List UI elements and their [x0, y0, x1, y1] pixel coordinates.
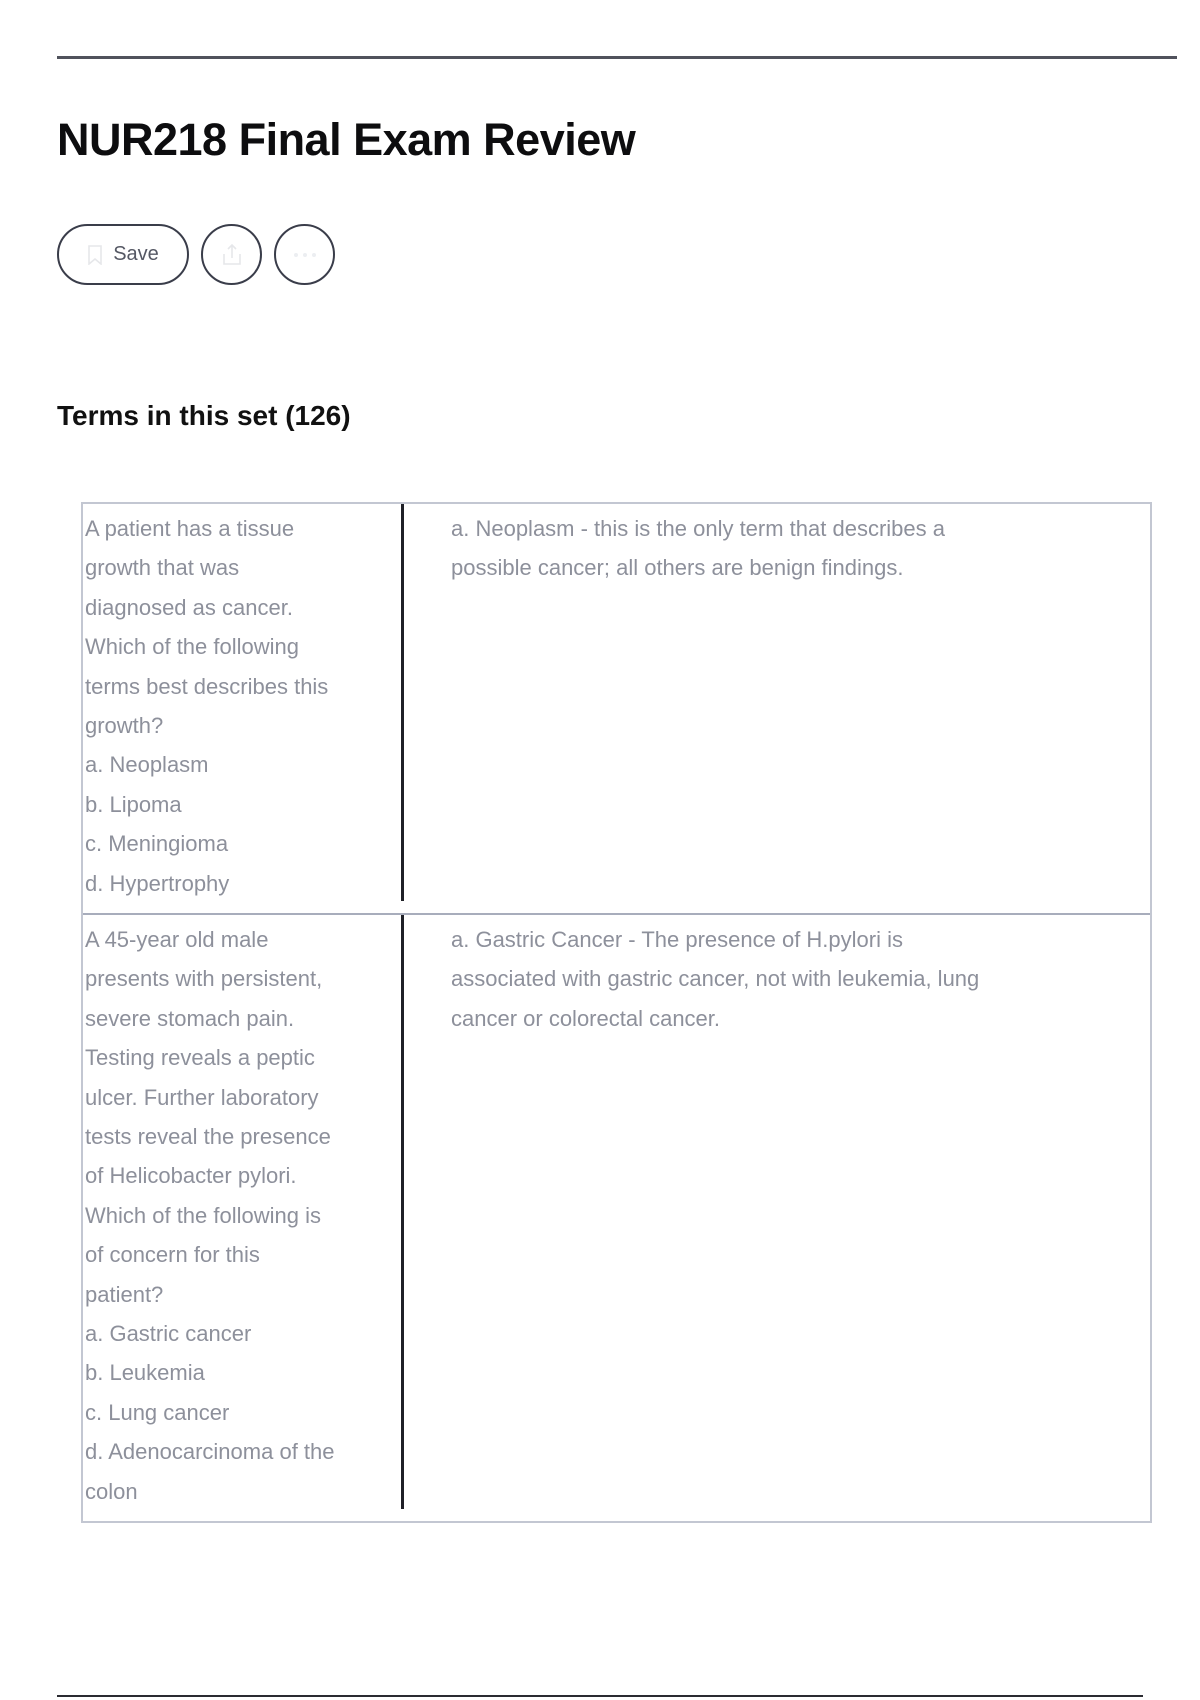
more-icon: [292, 251, 318, 259]
term-row: [83, 504, 1150, 915]
top-divider: [57, 56, 1177, 59]
save-button[interactable]: [57, 224, 189, 285]
term-row: [83, 915, 1150, 1521]
more-button[interactable]: [274, 224, 335, 285]
share-button[interactable]: [201, 224, 262, 285]
save-button-label: Save: [113, 243, 159, 265]
term-question: A patient has a tissue growth that was diagnosed as cancer. Which of the following terms best describes this growth? a. Neoplasm b. Lipoma c. Meningioma d. Hypertrophy: [83, 504, 404, 901]
term-answer: a. Gastric Cancer - The presence of H.pylori is associated with gastric cancer, not with leukemia, lung cancer or colorectal cancer.: [451, 927, 980, 1031]
term-question: A 45-year old male presents with persistent, severe stomach pain. Testing reveals a peptic ulcer. Further laboratory tests reveal the presence of Helicobacter pylori. Which of the following is of concern for this patient? a. Gastric cancer b. Leukemia c. Lung cancer d. Adenocarcinoma of the colon: [83, 915, 404, 1509]
term-answer: a. Neoplasm - this is the only term that describes a possible cancer; all others are benign findings.: [451, 516, 945, 581]
page-title: NUR218 Final Exam Review: [57, 114, 636, 165]
bookmark-icon: [87, 245, 103, 265]
share-icon: [219, 242, 245, 268]
bottom-divider: [57, 1695, 1143, 1697]
terms-heading: Terms in this set (126): [57, 400, 351, 431]
terms-table: [81, 502, 1152, 1523]
action-bar: [57, 224, 335, 285]
